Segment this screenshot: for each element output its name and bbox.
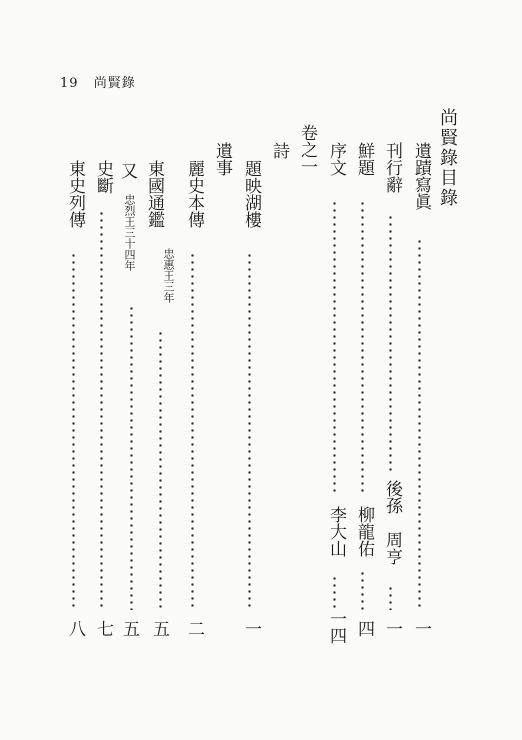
- toc-entry-note: 忠惠王三年: [162, 248, 175, 303]
- dot-leader: [72, 252, 75, 610]
- toc-entry-title: 東國通鑑: [144, 160, 164, 228]
- dot-leader: [130, 305, 133, 610]
- toc-entry-title: 史斷: [93, 160, 113, 194]
- dot-leader: [389, 214, 392, 472]
- toc-entry-page: 一: [241, 620, 261, 637]
- toc-entry-author: 後孫 周亨: [382, 480, 402, 565]
- toc-entry-page: 二: [184, 620, 204, 637]
- section-heading: 卷之一: [297, 124, 317, 175]
- toc-entry-title: 又: [117, 162, 137, 179]
- toc-entry-page: 一: [411, 620, 431, 637]
- dot-leader: [361, 200, 364, 496]
- toc-entry-title: 題映湖樓: [241, 160, 261, 228]
- page-header: [60, 72, 136, 91]
- page-number: 19: [60, 76, 79, 91]
- toc-entry-page: 五: [119, 620, 139, 637]
- section-heading: 遺事: [212, 142, 232, 176]
- toc-entry-page: 四: [354, 620, 374, 637]
- toc-entry-title: 鮮題: [354, 142, 374, 176]
- toc-entry-page: 七: [93, 620, 113, 637]
- toc-entry-page: 一: [382, 620, 402, 637]
- toc-entry-title: 東史列傳: [65, 160, 85, 228]
- dot-leader: [248, 252, 251, 610]
- toc-entry-author: 李大山: [326, 506, 346, 557]
- toc-entry-page: 一四: [326, 610, 346, 644]
- toc-entry-page: 八: [65, 620, 85, 637]
- toc-title: 尚賢錄目錄: [437, 108, 458, 208]
- dot-leader: [159, 330, 162, 610]
- dot-leader: [100, 210, 103, 610]
- toc-entry-page: 五: [149, 620, 169, 637]
- toc-entry-note: 忠烈王三十四年: [123, 194, 136, 271]
- toc-entry-title: 序文: [326, 142, 346, 176]
- section-heading: 詩: [269, 142, 289, 159]
- dot-leader: [333, 200, 336, 496]
- dot-leader: [418, 238, 421, 610]
- toc-entry-author: 柳龍佑: [354, 506, 374, 557]
- running-title: 尚賢錄: [93, 76, 136, 91]
- dot-leader: [191, 252, 194, 610]
- dot-leader: [361, 570, 364, 610]
- toc-entry-title: 麗史本傳: [184, 160, 204, 228]
- dot-leader: [333, 575, 336, 610]
- toc-entry-title: 遺蹟寫眞: [411, 142, 431, 210]
- dot-leader: [389, 585, 392, 610]
- toc-entry-title: 刊行辭: [382, 142, 402, 193]
